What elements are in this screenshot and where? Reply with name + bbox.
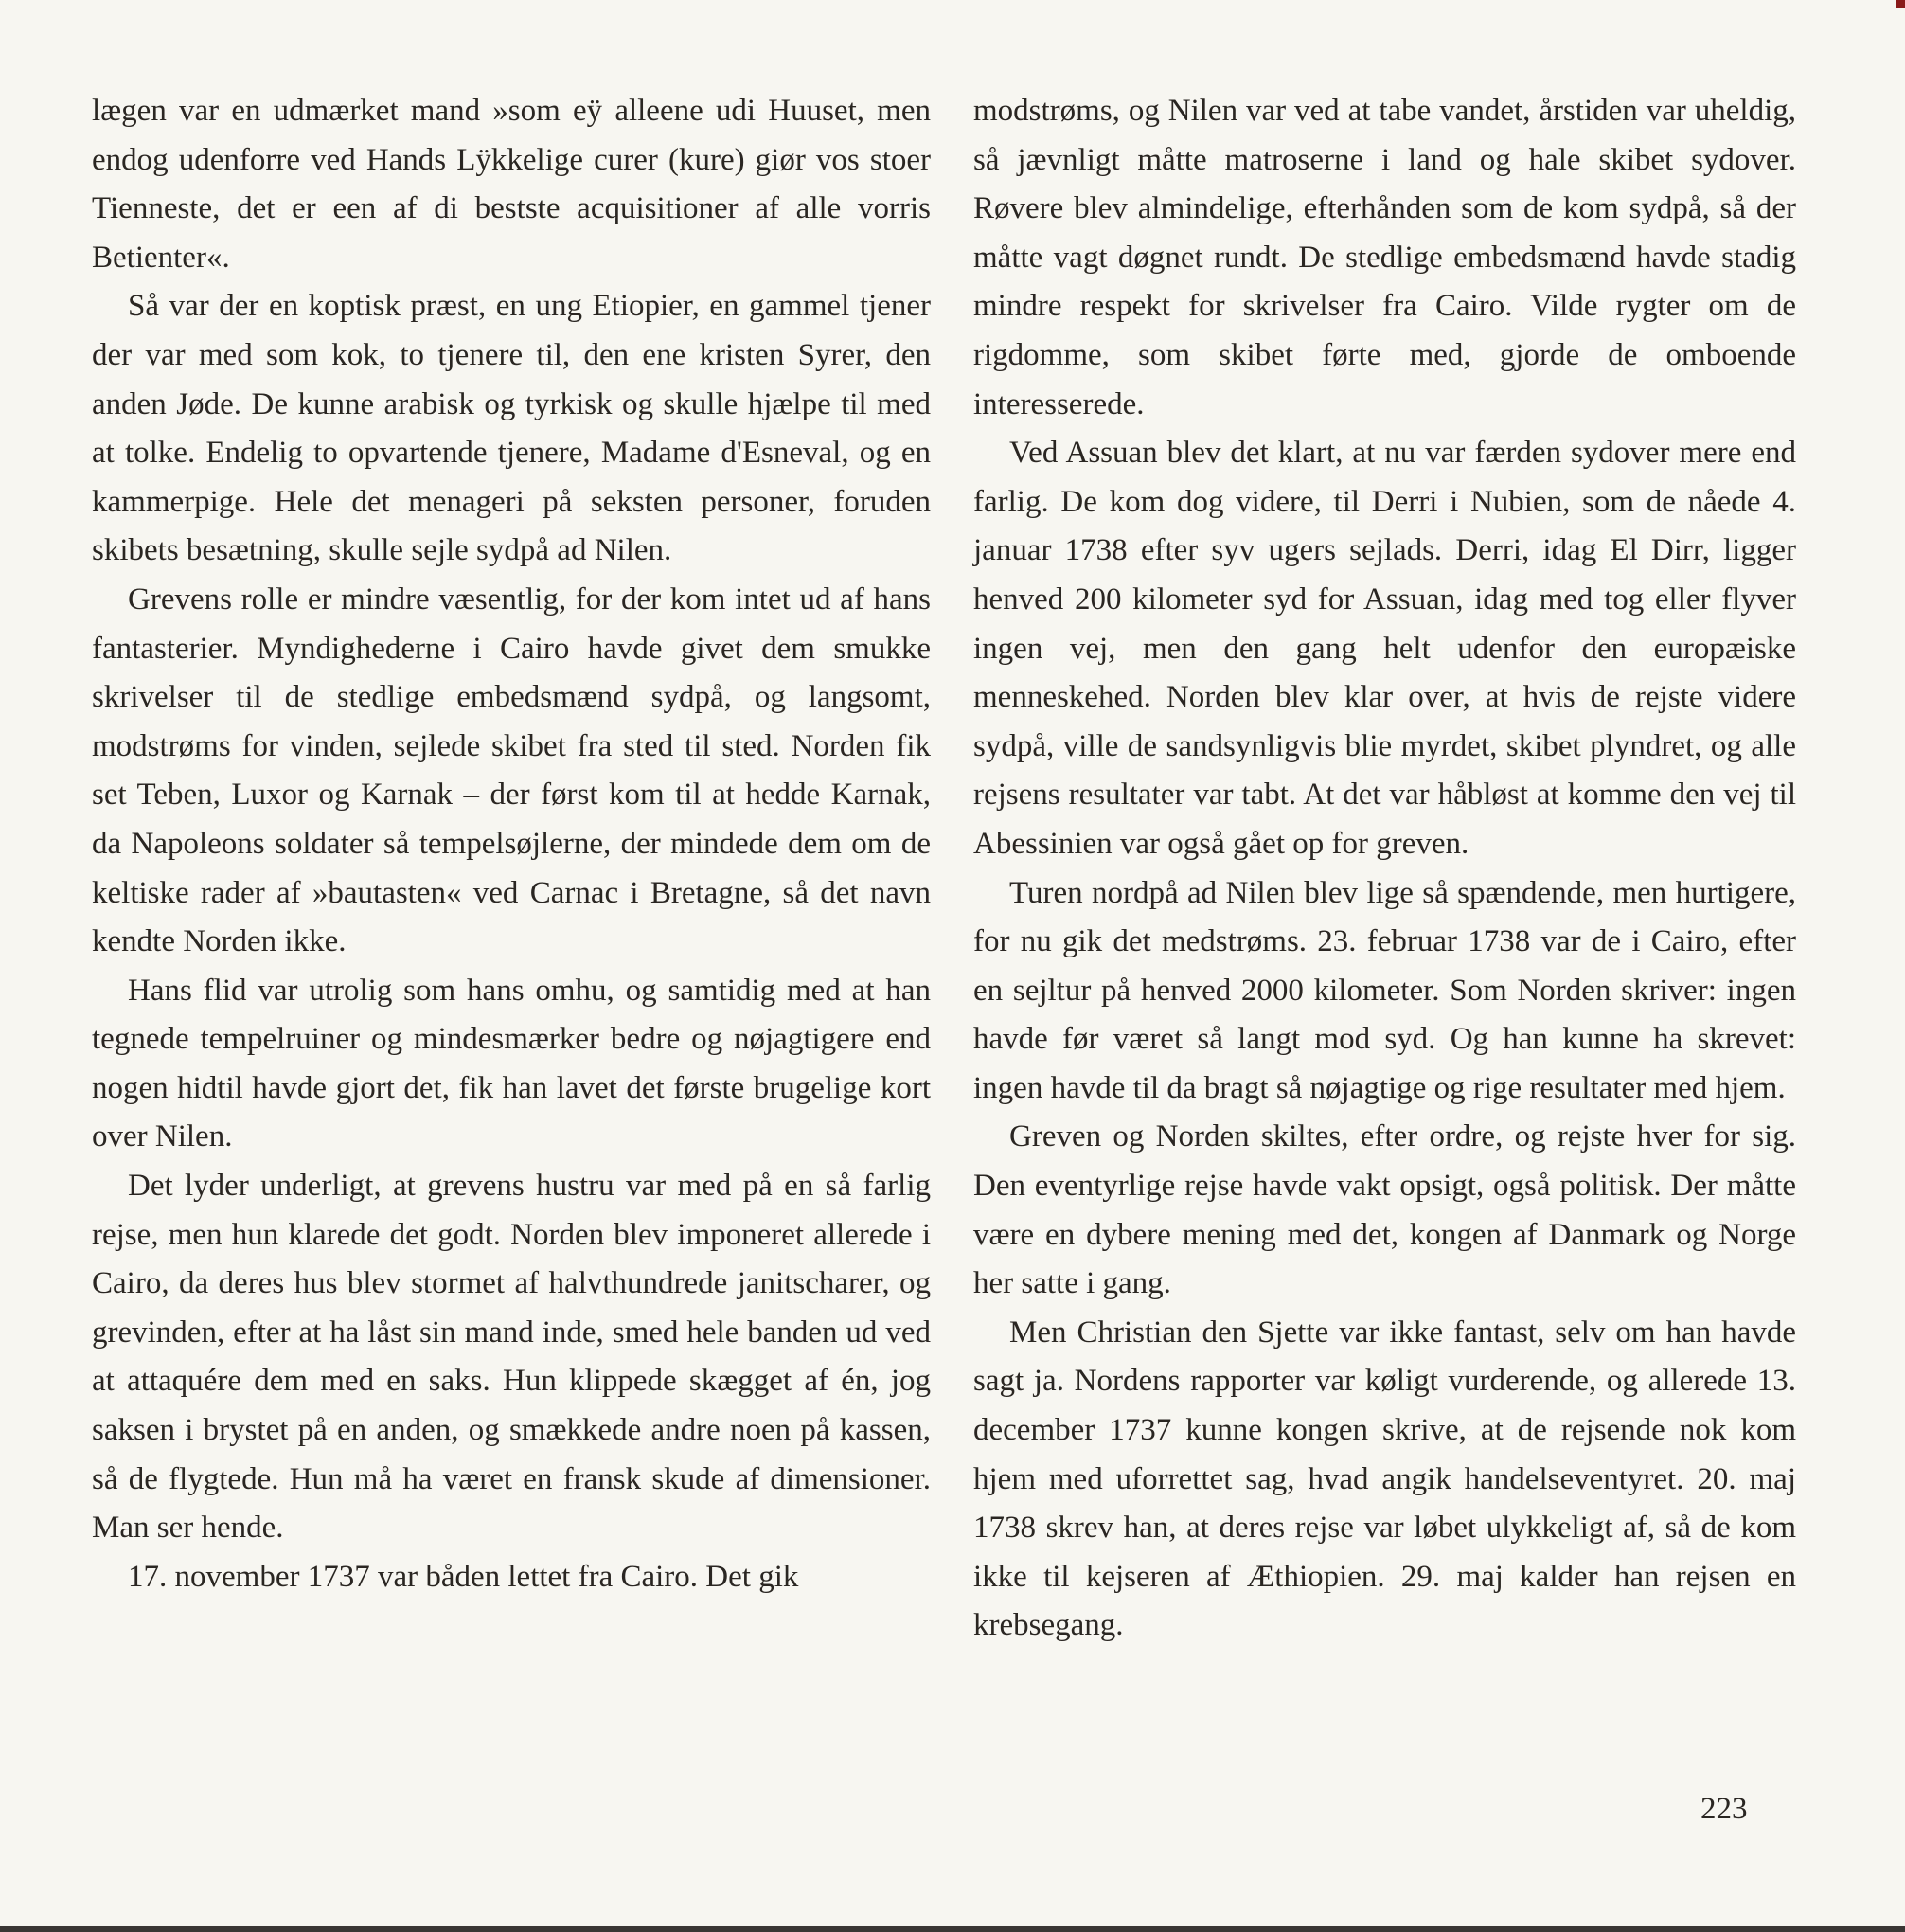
- left-text-column: [92, 87, 931, 1601]
- paragraph: modstrøms, og Nilen var ved at tabe vandet, årstiden var uheldig, så jævnligt måtte matroserne i land og hale skibet sydover. Røvere blev almindelige, efterhånden som de kom sydpå, så der måtte vagt døgnet rundt. De stedlige embedsmænd havde stadig mindre respekt for skrivelser fra Cairo. Vilde rygter om de rigdomme, som skibet førte med, gjorde de omboende interesserede.: [973, 94, 1796, 421]
- paragraph: Men Christian den Sjette var ikke fantast, selv om han havde sagt ja. Nordens rapporter var køligt vurderende, og allerede 13. december 1737 kunne kongen skrive, at de rejsende nok kom hjem med uforrettet sag, hvad angik handelseventyret. 20. maj 1738 skrev han, at deres rejse var løbet ulykkeligt af, så de kom ikke til kejseren af Æthiopien. 29. maj kalder han rejsen en krebsegang.: [973, 1315, 1796, 1643]
- paragraph: Grevens rolle er mindre væsentlig, for der kom intet ud af hans fantasterier. Myndighederne i Cairo havde givet dem smukke skrivelser til de stedlige embedsmænd sydpå, og langsomt, modstrøms for vinden, sejlede skibet fra sted til sted. Norden fik set Teben, Luxor og Karnak – der først kom til at hedde Karnak, da Napoleons soldater så tempelsøjlerne, der mindede dem om de keltiske rader af »bautasten« ved Carnac i Bretagne, så det navn kendte Norden ikke.: [92, 581, 931, 959]
- paragraph: Turen nordpå ad Nilen blev lige så spændende, men hurtigere, for nu gik det medstrøms. 23. februar 1738 var de i Cairo, efter en sejltur på henved 2000 kilometer. Som Norden skriver: ingen havde før været så langt mod syd. Og han kunne ha skrevet: ingen havde til da bragt så nøjagtige og rige resultater med hjem.: [973, 875, 1796, 1105]
- paragraph: Greven og Norden skiltes, efter ordre, og rejste hver for sig. Den eventyrlige rejse havde vakt opsigt, også politisk. Der måtte være en dybere mening med det, kongen af Danmark og Norge her satte i gang.: [973, 1119, 1796, 1301]
- paragraph: Hans flid var utrolig som hans omhu, og samtidig med at han tegnede tempelruiner og mindesmærker bedre og nøjagtigere end nogen hidtil havde gjort det, fik han lavet det første brugelige kort over Nilen.: [92, 973, 931, 1154]
- paragraph: 17. november 1737 var båden lettet fra Cairo. Det gik: [128, 1559, 799, 1594]
- paragraph: Så var der en koptisk præst, en ung Etiopier, en gammel tjener der var med som kok, to tjenere til, den ene kristen Syrer, den anden Jøde. De kunne arabisk og tyrkisk og skulle hjælpe til med at tolke. Endelig to opvartende tjenere, Madame d'Esneval, og en kammerpige. Hele det menageri på seksten personer, foruden skibets besætning, skulle sejle sydpå ad Nilen.: [92, 289, 931, 568]
- page-number: 223: [1700, 1792, 1748, 1826]
- paragraph: lægen var en udmærket mand »som eÿ alleene udi Huuset, men endog udenforre ved Hands Lÿkkelige curer (kure) giør vos stoer Tienneste, det er een af di bestste acquisitioner af alle vorris Betienter«.: [92, 94, 931, 275]
- edge-mark: [1896, 0, 1905, 8]
- paragraph: Det lyder underligt, at grevens hustru var med på en så farlig rejse, men hun klarede det godt. Norden blev imponeret allerede i Cairo, da deres hus blev stormet af halvthundrede janitscharer, og grevinden, efter at ha låst sin mand inde, smed hele banden ud ved at attaquére dem med en saks. Hun klippede skægget af én, jog saksen i brystet på en anden, og smækkede andre noen på kassen, så de flygtede. Hun må ha været en fransk skude af dimensioner. Man ser hende.: [92, 1169, 931, 1546]
- paragraph: Ved Assuan blev det klart, at nu var færden sydover mere end farlig. De kom dog videre, til Derri i Nubien, som de nåede 4. januar 1738 efter syv ugers sejlads. Derri, idag El Dirr, ligger henved 200 kilometer syd for Assuan, idag med tog eller flyver ingen vej, men den gang helt udenfor den europæiske menneskehed. Norden blev klar over, at hvis de rejste videre sydpå, ville de sandsynligvis blie myrdet, skibet plyndret, og alle rejsens resultater var tabt. At det var håbløst at komme den vej til Abessinien var også gået op for greven.: [973, 436, 1796, 861]
- scan-edge: [0, 1926, 1905, 1932]
- right-text-column: [973, 87, 1796, 1651]
